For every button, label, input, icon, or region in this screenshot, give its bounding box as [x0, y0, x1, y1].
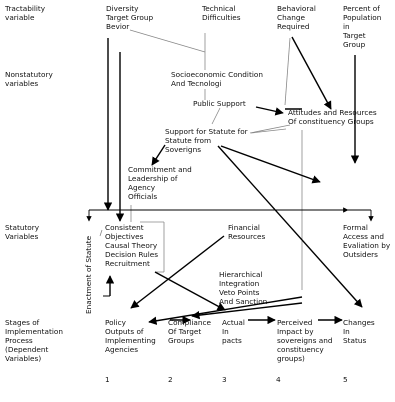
- node-perceived-impact: Perceived Impact by sovereigns and constituency groups): [277, 318, 333, 363]
- node-compliance-target-groups: Compliance Of Target Groups: [168, 318, 211, 345]
- node-socioeconomic-condition: Socioeconomic Condition And Tecnologi: [171, 70, 263, 88]
- node-actual-impacts: Actual In pacts: [222, 318, 245, 345]
- row-label-tractability: Tractability variable: [5, 4, 46, 22]
- node-financial-resources: Financial Resources: [228, 223, 266, 241]
- node-commitment-leadership: Commitment and Leadership of Agency Officials: [128, 165, 192, 201]
- node-technical-difficulties: Technical Difficulties: [202, 4, 241, 22]
- node-public-support: Public Support: [193, 99, 246, 108]
- node-formal-access: Formal Access and Evaliation by Outsiders: [343, 223, 391, 259]
- node-hierarchical-integration: Hierarchical Integration Veto Points And Sanction: [219, 270, 268, 306]
- node-policy-outputs: Policy Outputs of Implementing Agencies: [105, 318, 156, 354]
- node-consistent-objectives: Consistent Objectives Causal Theory Decision Rules Recruitment: [105, 223, 159, 268]
- node-diversity-target-group: Diversity Target Group Bevior: [106, 4, 154, 31]
- node-attitudes-resources: Attitudes and Resources Of constituency Groups: [288, 108, 377, 126]
- node-percent-population: Percent of Population in Target Group: [343, 4, 382, 49]
- stage-number-2: 2: [168, 375, 173, 384]
- stage-number-3: 3: [222, 375, 227, 384]
- enactment-of-statute-label: Enactment of Statute: [84, 235, 93, 314]
- stage-number-5: 5: [343, 375, 348, 384]
- row-label-statutory: Statutory Variables: [5, 223, 40, 241]
- node-support-statute: Support for Statute for Statute from Soverigns: [165, 127, 248, 154]
- node-behavioral-change: Behavioral Change Required: [277, 4, 316, 31]
- node-changes-in-status: Changes In Status: [343, 318, 375, 345]
- row-label-stages: Stages of Implementation Process (Dependent Variables): [5, 318, 63, 363]
- stage-number-1: 1: [105, 375, 110, 384]
- row-label-nonstatutory: Nonstatutory variables: [5, 70, 53, 88]
- stage-number-4: 4: [276, 375, 281, 384]
